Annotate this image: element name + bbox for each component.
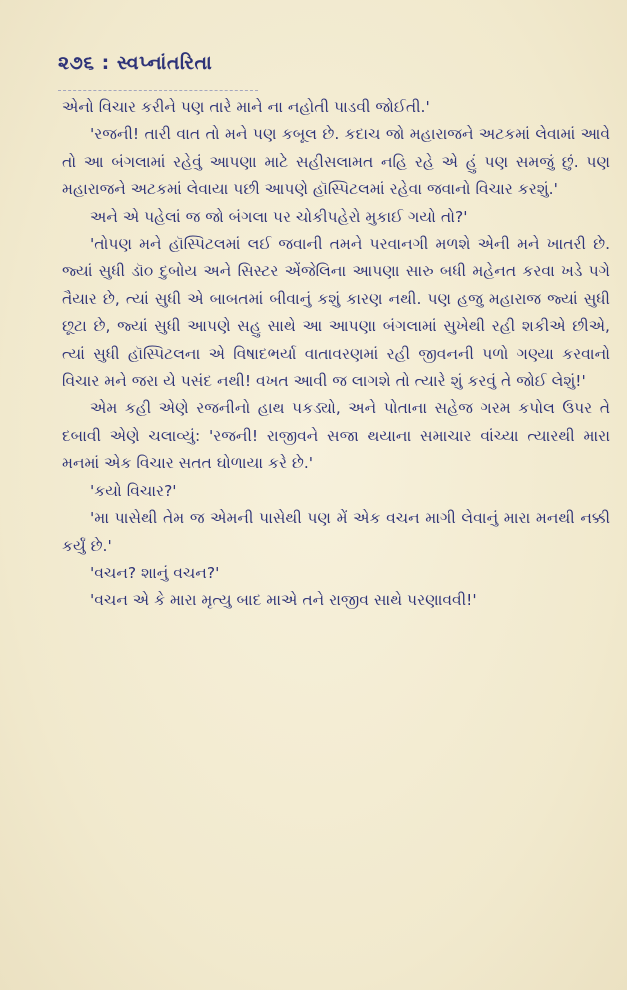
page-number: ૨૭૬: [58, 52, 95, 74]
paragraph: અને એ પહેલાં જ જો બંગલા પર ચોકીપહેરો મુકાઈ ગયો તો?': [90, 207, 468, 226]
paragraph: એનો વિચાર કરીને પણ તારે માને ના નહોતી પાડવી જોઈતી.': [62, 98, 430, 116]
body-text: [62, 94, 610, 615]
paragraph: 'વચન એ કે મારા મૃત્યુ બાદ માએ તને રાજીવ સાથે પરણાવવી!': [90, 591, 477, 610]
header-underline: [58, 84, 258, 91]
running-header: [58, 52, 212, 74]
paragraph: 'તોપણ મને હૉસ્પિટલમાં લઈ જવાની તમને પરવાનગી મળશે એની મને ખાતરી છે. જ્યાં સુધી ડૉ૦ દુબોય અને સિસ્ટર એંજેલિના આપણા સારુ બધી મહેનત કરવા ખડે પગે તૈયાર છે, ત્યાં સુધી એ બાબતમાં બીવાનું કશું કારણ નથી. પણ હજુ મહારાજ જ્યાં સુધી છૂટા છે, જ્યાં સુધી આપણે સહુ સાથે આ આપણા બંગલામાં સુખેથી રહી શકીએ છીએ, ત્યાં સુધી હૉસ્પિટલના એ વિષાદભર્યા વાતાવરણમાં રહી જીવનની પળો ગણ્યા કરવાનો વિચાર મને જરા યે પસંદ નથી! વખત આવી જ લાગશે તો ત્યારે શું કરવું તે જોઈ લેશું!': [62, 235, 610, 391]
paragraph: એમ કહી એણે રજનીનો હાથ પકડ્યો, અને પોતાના સહેજ ગરમ કપોલ ઉપર તે દબાવી એણે ચલાવ્યું: 'રજની! રાજીવને સજા થયાના સમાચાર વાંચ્યા ત્યારથી મારા મનમાં એક વિચાર સતત ઘોળાયા કરે છે.': [62, 399, 610, 473]
paragraph: 'રજની! તારી વાત તો મને પણ કબૂલ છે. કદાચ જો મહારાજને અટકમાં લેવામાં આવે તો આ બંગલામાં રહેવું આપણા માટે સહીસલામત નહિ રહે એ હું પણ સમજું છું. પણ મહારાજને અટકમાં લેવાયા પછી આપણે હૉસ્પિટલમાં રહેવા જવાનો વિચાર કરશું.': [62, 125, 610, 199]
header-separator: :: [101, 52, 110, 74]
book-title: સ્વપ્નાંતરિતા: [116, 52, 213, 74]
paragraph: 'કયો વિચાર?': [90, 481, 177, 500]
paragraph: 'વચન? શાનું વચન?': [90, 563, 220, 582]
paragraph: 'મા પાસેથી તેમ જ એમની પાસેથી પણ મેં એક વચન માગી લેવાનું મારા મનથી નક્કી કર્યું છે.': [62, 509, 610, 555]
